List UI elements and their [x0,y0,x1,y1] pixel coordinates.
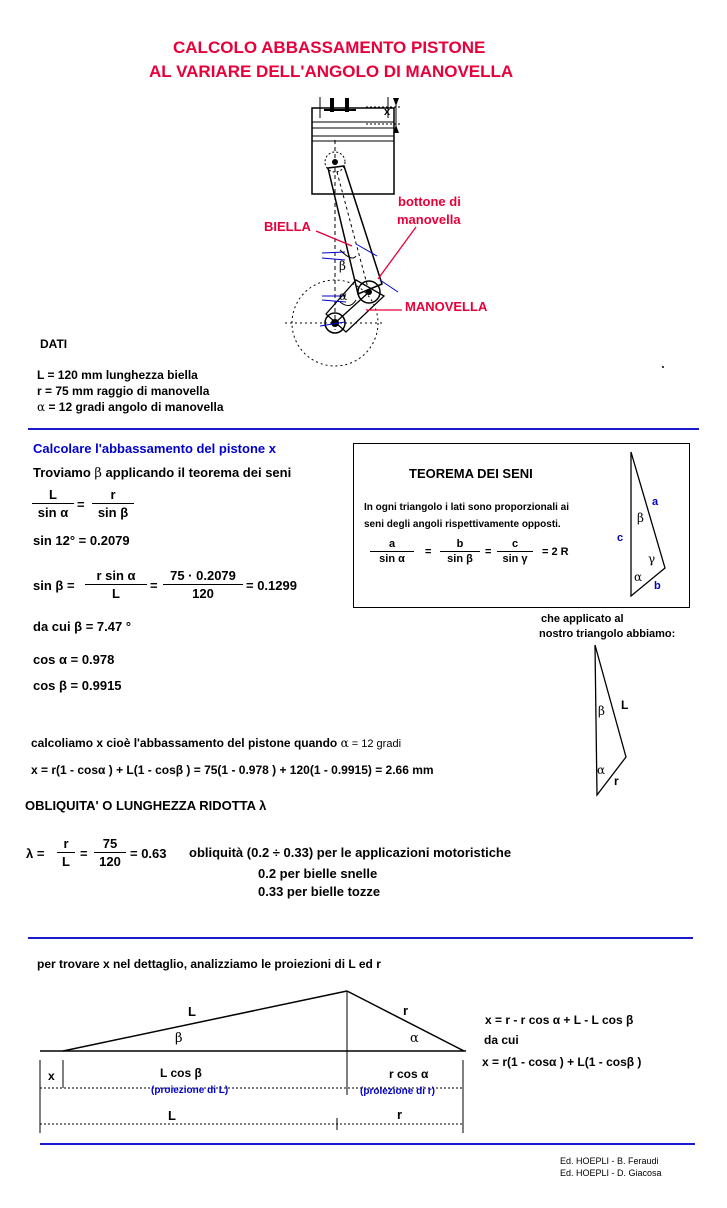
obliq-heading: OBLIQUITA' O LUNGHEZZA RIDOTTA λ [25,798,267,813]
dati-line3-text: = 12 gradi angolo di manovella [45,400,224,414]
title-line1: CALCOLO ABBASSAMENTO PISTONE [173,38,486,57]
proiezione-di-L: (proiezione di L) [151,1085,229,1096]
fraction-numerator: r sin α [96,568,136,583]
fraction-numerator: r [110,487,116,502]
fraction-numerator: L [49,487,57,502]
teorema-rhs: = 2 R [542,546,569,558]
sin12-line: sin 12° = 0.2079 [33,533,130,548]
obliq-snelle: 0.2 per bielle snelle [258,866,378,881]
proj-L-label: L [188,1004,196,1019]
sin-beta-lhs: sin β = [33,578,75,593]
equals-sign: = [485,546,492,558]
triangle-side-b: b [654,580,661,592]
dati-line2: r = 75 mm raggio di manovella [37,384,210,398]
obliq-tozze: 0.33 per bielle tozze [258,884,381,899]
troviamo-a: Troviamo [33,465,95,480]
xcalc-line-a: calcoliamo x cioè l'abbassamento del pistone quando [31,736,341,750]
lambda-lhs: λ = [26,846,45,861]
manovella-label: MANOVELLA [405,299,488,314]
troviamo-beta: β [94,466,102,481]
proj-dacui: da cui [484,1033,519,1047]
bottone-label-line2: manovella [397,212,461,227]
fraction-numerator: b [456,538,464,550]
applicato-alpha: α [597,763,606,777]
proj-r-label: r [403,1003,409,1018]
sin-beta-result: = 0.1299 [246,578,297,593]
teorema-text1: In ogni triangolo i lati sono proporzionali ai [364,502,569,513]
bottone-label-line1: bottone di [398,194,461,209]
applicato-line1: che applicato al [541,613,624,625]
fraction-denominator: L [62,854,70,869]
proj-alpha: α [410,1031,419,1046]
triangle-side-c: c [617,532,624,544]
equals-sign: = [77,497,85,512]
figure-beta: β [339,259,346,273]
triangle-alpha: α [634,570,643,584]
fraction-denominator: sin α [379,553,405,565]
xcalc-line-b: = 12 gradi [348,738,402,750]
equals-sign: = [80,846,88,861]
fraction-numerator: 75 · 0.2079 [170,568,236,583]
calc-heading: Calcolare l'abbassamento del pistone x [33,441,276,456]
x-dimension-label: x [384,106,391,118]
triangle-gamma: γ [648,552,656,566]
fraction-denominator: sin β [97,505,129,520]
cos-alpha: cos α = 0.978 [33,652,115,667]
fraction-numerator: r [63,836,69,851]
fraction-denominator: sin α [37,505,69,520]
da-cui-beta: da cui β = 7.47 ° [33,619,132,634]
xcalc-formula: x = r(1 - cosα ) + L(1 - cosβ ) = 75(1 - 0.978 ) + 120(1 - 0.9915) = 2.66 mm [31,763,434,777]
proj-bottom-r: r [397,1107,403,1122]
alpha-symbol: α [37,400,46,414]
teorema-text2: seni degli angoli rispettivamente opposti. [364,519,561,530]
title-line2: AL VARIARE DELL'ANGOLO DI MANOVELLA [149,62,514,81]
obliq-note: obliquità (0.2 ÷ 0.33) per le applicazioni motoristiche [189,845,512,860]
applicato-L: L [621,698,629,712]
divider-3 [40,1143,695,1145]
triangle-beta: β [637,511,644,525]
troviamo-b: applicando il teorema dei seni [101,465,292,480]
biella-label: BIELLA [264,219,311,234]
teorema-title: TEOREMA DEI SENI [409,466,533,481]
proj-x: x [48,1069,55,1083]
fraction-numerator: 75 [102,836,118,851]
fraction-denominator: 120 [99,854,121,869]
proj-bottom-L: L [168,1108,176,1123]
lambda-result: = 0.63 [130,846,167,861]
fraction-numerator: a [388,538,396,550]
applicato-r: r [614,774,619,788]
credit-line2: Ed. HOEPLI - D. Giacosa [560,1168,662,1178]
applicato-line2: nostro triangolo abbiamo: [539,628,676,640]
equals-sign: = [425,546,432,558]
fraction-denominator: sin γ [502,553,528,565]
dati-heading: DATI [40,337,68,351]
figure-alpha: α [339,289,348,303]
xcalc-alpha: α [340,736,349,750]
credit-line1: Ed. HOEPLI - B. Feraudi [560,1156,659,1166]
proj-eq2: x = r(1 - cosα ) + L(1 - cosβ ) [482,1055,642,1069]
fraction-denominator: 120 [192,586,214,601]
proj-r-cos-alpha: r cos α [389,1067,429,1081]
dati-line1: L = 120 mm lunghezza biella [37,368,198,382]
proj-L-cos-beta: L cos β [160,1066,202,1080]
proj-eq1: x = r - r cos α + L - L cos β [485,1013,634,1027]
fraction-denominator: sin β [447,553,473,565]
fraction-numerator: c [511,538,519,550]
proiezione-di-r: (proiezione di r) [360,1086,435,1097]
proiezioni-heading: per trovare x nel dettaglio, analizziamo le proiezioni di L ed r [37,957,381,971]
triangle-side-a: a [652,496,659,508]
proj-beta: β [175,1031,183,1046]
cos-beta: cos β = 0.9915 [33,678,122,693]
fraction-denominator: L [112,586,120,601]
applicato-beta: β [598,704,605,718]
equals-sign: = [150,578,158,593]
